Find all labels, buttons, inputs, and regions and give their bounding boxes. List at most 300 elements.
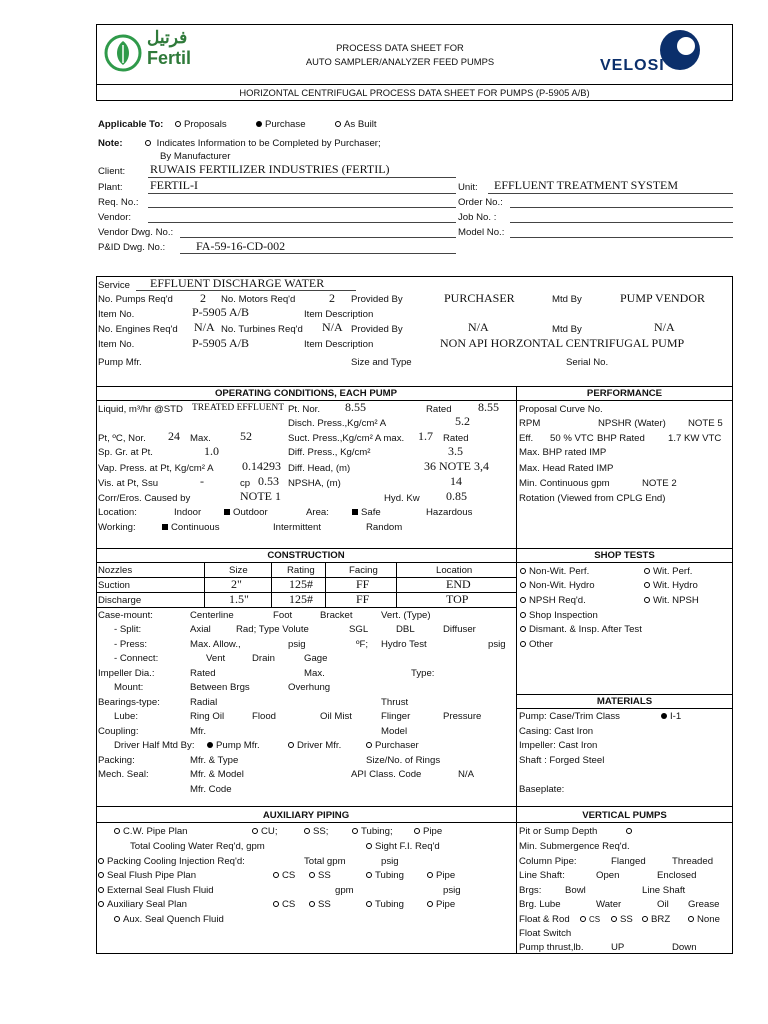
psig-1: psig [288, 639, 306, 650]
motors-value[interactable]: 2 [329, 291, 335, 305]
mfr-model: Mfr. & Model [190, 769, 244, 780]
diffuser[interactable]: Diffuser [443, 624, 476, 635]
sep-right-column-3 [516, 806, 517, 954]
vap-value[interactable]: 0.14293 [242, 459, 281, 473]
ring-oil[interactable]: Ring Oil [190, 711, 225, 722]
rotation-label: Rotation (Viewed from CPLG End) [519, 493, 666, 504]
plant-label: Plant: [98, 182, 123, 193]
vap-label: Vap. Press. at Pt, Kg/cm² A [98, 463, 214, 474]
wit-npsh[interactable]: Wit. NPSH [644, 595, 699, 606]
serial-label: Serial No. [566, 357, 609, 368]
max-value[interactable]: 52 [240, 429, 252, 443]
sep-aux-top [96, 806, 733, 807]
radio-empty-icon [252, 828, 258, 834]
ss-2[interactable]: SS [309, 899, 331, 910]
model-line [510, 237, 733, 238]
impeller-label: Impeller Dia.: [98, 668, 155, 679]
thrust: Thrust [381, 697, 409, 708]
nozzle-facing[interactable]: FF [356, 592, 370, 606]
cu[interactable]: CU; [252, 826, 278, 837]
col-header: Rating [287, 565, 315, 576]
unit-label: Unit: [458, 182, 478, 193]
radio-empty-icon [611, 916, 617, 922]
vis-value[interactable]: - [200, 474, 204, 488]
table-line [96, 607, 516, 608]
ext-seal[interactable]: External Seal Flush Fluid [98, 885, 214, 896]
min-sub: Min. Submergence Req'd. [519, 841, 630, 852]
order-label: Order No.: [458, 197, 503, 208]
bhp-value[interactable]: 1.7 KW VTC [668, 433, 722, 444]
radio-empty-icon [520, 568, 526, 574]
pump-class-value[interactable]: I-1 [661, 711, 681, 722]
engines-label: No. Engines Req'd [98, 324, 178, 335]
rad-volute[interactable]: Rad; Type Volute [236, 624, 309, 635]
hazardous-option[interactable]: Hazardous [426, 507, 473, 518]
mtd2-value[interactable]: N/A [654, 320, 675, 334]
hydkw-label: Hyd. Kw [384, 493, 420, 504]
nozzle-rating[interactable]: 125# [289, 592, 313, 606]
unit-line [488, 193, 733, 194]
plant-line [148, 193, 456, 194]
mincont-label: Min. Continuous gpm [519, 478, 610, 489]
radio-empty-icon [114, 828, 120, 834]
nozzle-rating[interactable]: 125# [289, 577, 313, 591]
nozzle-size[interactable]: 1.5" [229, 592, 249, 606]
radio-empty-icon [366, 742, 372, 748]
radio-empty-icon [98, 887, 104, 893]
ss-option[interactable]: SS [611, 914, 633, 925]
brz-option[interactable]: BRZ [642, 914, 670, 925]
vertical-title: VERTICAL PUMPS [582, 810, 667, 821]
enclosed[interactable]: Enclosed [657, 870, 697, 881]
col-header: Facing [349, 565, 378, 576]
suct-label: Suct. Press.,Kg/cm² A max. [288, 433, 405, 444]
header-divider [96, 84, 733, 85]
flinger[interactable]: Flinger [381, 711, 411, 722]
pumps-label: No. Pumps Req'd [98, 294, 173, 305]
float-switch: Float Switch [519, 928, 572, 939]
liquid-value[interactable]: TREATED EFFLUENT [192, 403, 285, 413]
npsh-reqd[interactable]: NPSH Req'd. [520, 595, 586, 606]
note-line-1: Indicates Information to be Completed by Purchaser; [145, 138, 381, 149]
npsha-label: NPSHA, (m) [288, 478, 341, 489]
case-mount-label: Case-mount: [98, 610, 153, 621]
pressure[interactable]: Pressure [443, 711, 482, 722]
degf: ºF; [356, 639, 369, 650]
sep-construction-header [96, 562, 733, 563]
brand-name: Fertil [147, 48, 192, 68]
engines-value[interactable]: N/A [194, 320, 215, 334]
radio-empty-icon [273, 901, 279, 907]
oil-mist[interactable]: Oil Mist [320, 711, 352, 722]
radio-empty-icon [304, 828, 310, 834]
suct-rated-label: Rated [443, 433, 469, 444]
brg-lube: Brg. Lube [519, 899, 561, 910]
pump-class-label: Pump: Case/Trim Class [519, 711, 620, 722]
size-rings: Size/No. of Rings [366, 755, 441, 766]
aux-quench[interactable]: Aux. Seal Quench Fluid [114, 914, 224, 925]
vis-label: Vis. at Pt, Ssu [98, 478, 159, 489]
disch-value[interactable]: 5.2 [455, 414, 470, 428]
sep-operating-top [96, 386, 733, 387]
disch-label: Disch. Press.,Kg/cm² A [288, 418, 387, 429]
service-label: Service [98, 280, 130, 291]
radio-empty-icon [145, 140, 151, 146]
wit-hydro[interactable]: Wit. Hydro [644, 580, 698, 591]
col-header: Nozzles [98, 565, 133, 576]
radio-empty-icon [366, 872, 372, 878]
intermittent-option[interactable]: Intermittent [273, 522, 321, 533]
service-value[interactable]: EFFLUENT DISCHARGE WATER [150, 276, 325, 290]
psig2: psig [443, 885, 461, 896]
job-line [510, 222, 733, 223]
motors-label: No. Motors Req'd [221, 294, 296, 305]
other[interactable]: Other [520, 639, 553, 650]
job-label: Job No. : [458, 212, 497, 223]
item1-value[interactable]: P-5905 A/B [192, 305, 250, 319]
bowl: Bowl [565, 885, 586, 896]
aux-title: AUXILIARY PIPING [262, 810, 350, 821]
sep-aux-header [96, 822, 733, 823]
provided1-value[interactable]: PURCHASER [444, 291, 515, 305]
radio-empty-icon [366, 901, 372, 907]
req-label: Req. No.: [98, 197, 139, 208]
spgr-label: Sp. Gr. at Pt. [98, 447, 153, 458]
impeller-rated: Rated [190, 668, 216, 679]
ptnor-label: Pt. Nor. [288, 404, 320, 415]
api-value[interactable]: N/A [458, 769, 474, 780]
note-line-2: By Manufacturer [160, 151, 231, 162]
psig: psig [381, 856, 399, 867]
provided1-label: Provided By [351, 294, 403, 305]
bracket[interactable]: Bracket [320, 610, 353, 621]
radio-empty-icon [273, 872, 279, 878]
sep-right-column-2 [516, 548, 517, 806]
mtd1-value[interactable]: PUMP VENDOR [620, 291, 706, 305]
flood[interactable]: Flood [252, 711, 276, 722]
dbl[interactable]: DBL [396, 624, 415, 635]
desc2-label: Item Description [304, 339, 374, 350]
grease[interactable]: Grease [688, 899, 720, 910]
fertil-leaf-icon [103, 33, 143, 73]
dismant[interactable]: Dismant. & Insp. After Test [520, 624, 642, 635]
checked-square-icon [162, 524, 168, 530]
client-value[interactable]: RUWAIS FERTILIZER INDUSTRIES (FERTIL) [150, 162, 390, 176]
radio-empty-icon [309, 872, 315, 878]
nonwit-hydro[interactable]: Non-Wit. Hydro [520, 580, 595, 591]
radio-empty-icon [520, 582, 526, 588]
table-col-line [325, 562, 326, 607]
casing: Casing: Cast Iron [519, 726, 594, 737]
item2-value[interactable]: P-5905 A/B [192, 336, 250, 350]
up: UP [611, 942, 625, 953]
npsha-value[interactable]: 14 [450, 474, 462, 488]
plant-value[interactable]: FERTIL-I [150, 178, 198, 192]
desc2-value[interactable]: NON API HORZONTAL CENTRIFUGAL PUMP [440, 336, 685, 350]
radio-empty-icon [626, 828, 632, 834]
materials-title: MATERIALS [596, 696, 653, 707]
service-line [136, 290, 356, 291]
packing-cool[interactable]: Packing Cooling Injection Req'd: [98, 856, 245, 867]
mfr-label: Pump Mfr. [98, 357, 142, 368]
continuous-option[interactable]: Continuous [162, 522, 220, 533]
nozzle-location[interactable]: TOP [446, 592, 469, 606]
corr-value[interactable]: NOTE 1 [240, 489, 281, 503]
note-label: Note: [98, 138, 123, 149]
none-option[interactable]: None [688, 914, 720, 925]
axial[interactable]: Axial [190, 624, 211, 635]
column-label: Column Pipe: [519, 856, 577, 867]
title-line-2: AUTO SAMPLER/ANALYZER FEED PUMPS [305, 56, 495, 67]
radio-empty-icon [114, 916, 120, 922]
vendor-dwg-line [180, 237, 456, 238]
turbines-value[interactable]: N/A [322, 320, 343, 334]
ss[interactable]: SS; [304, 826, 328, 837]
radio-empty-icon [520, 626, 526, 632]
pumps-value[interactable]: 2 [200, 291, 206, 305]
cp-label: cp [240, 478, 251, 489]
operating-title: OPERATING CONDITIONS, EACH PUMP [214, 388, 398, 399]
line-shaft-label: Line Shaft: [519, 870, 565, 881]
rated-label: Rated [426, 404, 452, 415]
subtitle: HORIZONTAL CENTRIFUGAL PROCESS DATA SHEET FOR PUMPS (P-5905 A/B) [239, 87, 590, 98]
radio-empty-icon [642, 916, 648, 922]
random-option[interactable]: Random [366, 522, 403, 533]
sep-materials-top [516, 694, 733, 695]
provided2-label: Provided By [351, 324, 403, 335]
foot[interactable]: Foot [273, 610, 293, 621]
open[interactable]: Open [596, 870, 620, 881]
radio-filled-icon [207, 742, 213, 748]
hydro-test: Hydro Test [381, 639, 427, 650]
nozzle-name: Suction [98, 580, 130, 591]
corr-label: Corr/Eros. Caused by [98, 493, 191, 504]
ptnor-value[interactable]: 8.55 [345, 400, 366, 414]
pid-value[interactable]: FA-59-16-CD-002 [196, 239, 286, 253]
tubing2[interactable]: Tubing [366, 870, 404, 881]
impeller-max: Max. [304, 668, 325, 679]
working-label: Working: [98, 522, 136, 533]
rpm-label: RPM [519, 418, 541, 429]
npshr-value[interactable]: NOTE 5 [688, 418, 723, 429]
table-col-line [271, 562, 272, 607]
diffp-label: Diff. Press., Kg/cm² [288, 447, 371, 458]
thrust-label: Pump thrust,lb. [519, 942, 584, 953]
table-col-line [396, 562, 397, 607]
table-col-line [204, 562, 205, 607]
pipe-2[interactable]: Pipe [427, 899, 455, 910]
partner-name: VELOSI [600, 57, 665, 74]
pid-label: P&ID Dwg. No.: [98, 242, 166, 253]
eff-value[interactable]: 50 % VTC [550, 433, 594, 444]
location-label: Location: [98, 507, 137, 518]
rated-value[interactable]: 8.55 [478, 400, 499, 414]
radio-empty-icon [288, 742, 294, 748]
connect-label: - Connect: [114, 653, 159, 664]
sep-right-column-1 [516, 386, 517, 548]
radio-empty-icon [98, 901, 104, 907]
shaft: Shaft : Forged Steel [519, 755, 605, 766]
col-header: Location [436, 565, 473, 576]
vendor-line [148, 222, 456, 223]
pit-label: Pit or Sump Depth [519, 826, 598, 837]
radio-empty-icon [520, 641, 526, 647]
gage[interactable]: Gage [304, 653, 328, 664]
aux-seal[interactable]: Auxiliary Seal Plan [98, 899, 187, 910]
mfr-code: Mfr. Code [190, 784, 232, 795]
head-label: Diff. Head, (m) [288, 463, 351, 474]
maxhead-label: Max. Head Rated IMP [519, 463, 614, 474]
outdoor-option[interactable]: Outdoor [224, 507, 268, 518]
pipe2[interactable]: Pipe [427, 870, 455, 881]
bearings-label: Bearings-type: [98, 697, 160, 708]
vendor-label: Vendor: [98, 212, 132, 223]
vent[interactable]: Vent [206, 653, 226, 664]
total-gpm: Total gpm [304, 856, 346, 867]
driver-mfr-option[interactable]: Driver Mfr. [288, 740, 341, 751]
title-line-1: PROCESS DATA SHEET FOR [336, 42, 464, 53]
head-value[interactable]: 36 NOTE 3,4 [424, 459, 489, 473]
opt-purchase[interactable]: Purchase [256, 119, 306, 130]
radio-empty-icon [520, 597, 526, 603]
wit-perf[interactable]: Wit. Perf. [644, 566, 692, 577]
mtd1-label: Mtd By [552, 294, 582, 305]
overhung[interactable]: Overhung [288, 682, 331, 693]
client-label: Client: [98, 166, 126, 177]
press-label: - Press: [114, 639, 148, 650]
psig-2: psig [488, 639, 506, 650]
pid-line [180, 253, 456, 254]
order-line [510, 207, 733, 208]
split-label: - Split: [114, 624, 142, 635]
api-class: API Class. Code [351, 769, 422, 780]
sep-operating-header [96, 400, 733, 401]
packing-label: Packing: [98, 755, 135, 766]
radial: Radial [190, 697, 218, 708]
drain[interactable]: Drain [252, 653, 275, 664]
ptc-value[interactable]: 24 [168, 429, 180, 443]
construction-title: CONSTRUCTION [267, 550, 345, 561]
float-rod: Float & Rod [519, 914, 570, 925]
cs-option[interactable]: CS [580, 914, 600, 925]
cs-2[interactable]: CS [273, 899, 295, 910]
safe-option[interactable]: Safe [352, 507, 381, 518]
suct-value[interactable]: 1.7 [418, 429, 433, 443]
nozzle-location[interactable]: END [446, 577, 471, 591]
model-label: Model No.: [458, 227, 505, 238]
eff-label: Eff. [519, 433, 534, 444]
indoor-option[interactable]: Indoor [174, 507, 202, 518]
impeller-type: Type: [411, 668, 435, 679]
provided2-value[interactable]: N/A [468, 320, 489, 334]
area-label: Area: [306, 507, 329, 518]
coupling-model: Model [381, 726, 408, 737]
radio-filled-icon [661, 713, 667, 719]
radio-empty-icon [644, 597, 650, 603]
water[interactable]: Water [596, 899, 622, 910]
fertil-logo [103, 33, 143, 73]
flanged[interactable]: Flanged [611, 856, 646, 867]
vert-type[interactable]: Vert. (Type) [381, 610, 431, 621]
radio-empty-icon [98, 858, 104, 864]
gpm: gpm [335, 885, 354, 896]
purchaser-option[interactable]: Purchaser [366, 740, 419, 751]
sight[interactable]: Sight F.I. Req'd [366, 841, 440, 852]
radio-empty-icon [309, 901, 315, 907]
sep-construction-top [96, 548, 733, 549]
between-brgs[interactable]: Between Brgs [190, 682, 250, 693]
mincont-value[interactable]: NOTE 2 [642, 478, 677, 489]
tubing-2[interactable]: Tubing [366, 899, 404, 910]
radio-empty-icon [644, 568, 650, 574]
radio-empty-icon [427, 901, 433, 907]
pipe[interactable]: Pipe [414, 826, 442, 837]
cs[interactable]: CS [273, 870, 295, 881]
threaded[interactable]: Threaded [672, 856, 714, 867]
tubing[interactable]: Tubing; [352, 826, 393, 837]
vendor-dwg-label: Vendor Dwg. No.: [98, 227, 174, 238]
unit-value[interactable]: EFFLUENT TREATMENT SYSTEM [494, 178, 679, 192]
pit-option[interactable] [626, 826, 635, 837]
mtd2-label: Mtd By [552, 324, 582, 335]
radio-empty-icon [98, 872, 104, 878]
nozzle-size[interactable]: 2" [231, 577, 242, 591]
pump-mfr-option[interactable]: Pump Mfr. [207, 740, 260, 751]
radio-empty-icon [688, 916, 694, 922]
cw-plan[interactable]: C.W. Pipe Plan [114, 826, 188, 837]
mech-seal-label: Mech. Seal: [98, 769, 149, 780]
brand-arabic: فرتيل [147, 28, 188, 47]
nonwit-perf[interactable]: Non-Wit. Perf. [520, 566, 589, 577]
cp-value[interactable]: 0.53 [258, 474, 279, 488]
size-label: Size and Type [351, 357, 412, 368]
sgl[interactable]: SGL [349, 624, 369, 635]
radio-empty-icon [352, 828, 358, 834]
bhp-label: BHP Rated [597, 433, 645, 444]
turbines-label: No. Turbines Req'd [221, 324, 303, 335]
mount-label: Mount: [114, 682, 144, 693]
diffp-value[interactable]: 3.5 [448, 444, 463, 458]
ptc-label: Pt, ºC, Nor. [98, 433, 146, 444]
radio-empty-icon [335, 121, 341, 127]
item2-label: Item No. [98, 339, 135, 350]
checked-square-icon [224, 509, 230, 515]
ss2[interactable]: SS [309, 870, 331, 881]
spgr-value[interactable]: 1.0 [204, 444, 219, 458]
shop-inspection[interactable]: Shop Inspection [520, 610, 598, 621]
radio-empty-icon [366, 843, 372, 849]
mfr-type: Mfr. & Type [190, 755, 239, 766]
radio-empty-icon [427, 872, 433, 878]
nozzle-facing[interactable]: FF [356, 577, 370, 591]
oil[interactable]: Oil [657, 899, 669, 910]
down: Down [672, 942, 697, 953]
opt-asbuilt[interactable]: As Built [335, 119, 377, 130]
nozzle-name: Discharge [98, 595, 142, 606]
radio-empty-icon [644, 582, 650, 588]
radio-filled-icon [256, 121, 262, 127]
desc1-label: Item Description [304, 309, 374, 320]
line-shaft-2: Line Shaft [642, 885, 686, 896]
centerline[interactable]: Centerline [190, 610, 234, 621]
radio-empty-icon [520, 612, 526, 618]
coupling-label: Coupling: [98, 726, 139, 737]
opt-proposals[interactable]: Proposals [175, 119, 227, 130]
seal-flush[interactable]: Seal Flush Pipe Plan [98, 870, 196, 881]
hydkw-value[interactable]: 0.85 [446, 489, 467, 503]
baseplate: Baseplate: [519, 784, 565, 795]
shop-tests-title: SHOP TESTS [594, 550, 655, 561]
